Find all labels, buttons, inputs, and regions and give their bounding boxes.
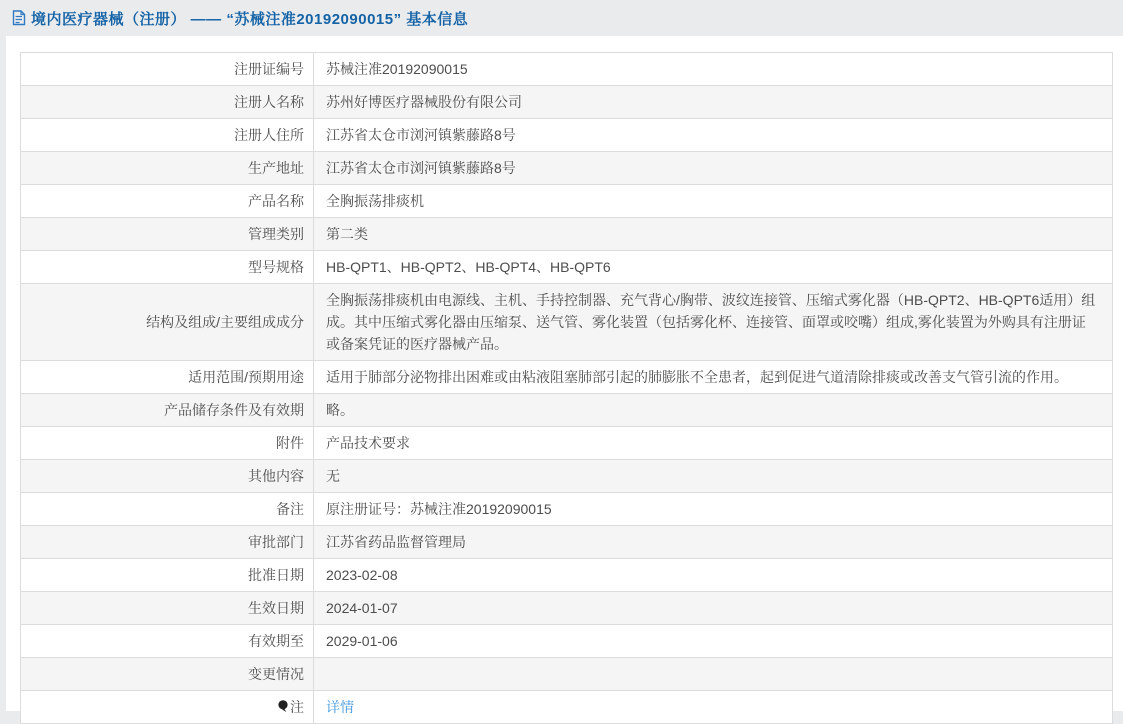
row-value (314, 152, 1113, 185)
row-value-text: 2024-01-07 (326, 600, 398, 616)
row-value (314, 185, 1113, 218)
row-value-text: 原注册证号：苏械注准20192090015 (326, 501, 552, 517)
row-value (314, 284, 1113, 361)
row-value (314, 493, 1113, 526)
table-row (21, 218, 1113, 251)
row-value-text: HB-QPT1、HB-QPT2、HB-QPT4、HB-QPT6 (326, 259, 611, 275)
table-row (21, 526, 1113, 559)
row-value (314, 658, 1113, 691)
table-row (21, 394, 1113, 427)
content-panel (6, 36, 1123, 715)
row-label-text: 变更情况 (248, 666, 304, 682)
row-value (314, 361, 1113, 394)
row-label-text: 批准日期 (248, 567, 304, 583)
row-label-text: 生产地址 (248, 160, 304, 176)
row-value-text: 无 (326, 468, 340, 484)
row-label-text: 审批部门 (248, 534, 304, 550)
page-title: 境内医疗器械（注册） —— “苏械注准20192090015” 基本信息 (31, 10, 469, 28)
row-label (21, 625, 314, 658)
table-row (21, 658, 1113, 691)
row-label-text: 产品储存条件及有效期 (164, 402, 304, 418)
row-value (314, 218, 1113, 251)
table-row (21, 691, 1113, 724)
row-label (21, 493, 314, 526)
table-row (21, 86, 1113, 119)
row-label (21, 218, 314, 251)
table-row (21, 592, 1113, 625)
page-header (0, 0, 1123, 36)
row-value-text: 江苏省太仓市浏河镇紫藤路8号 (326, 160, 516, 176)
table-row (21, 53, 1113, 86)
row-label-text: 有效期至 (248, 633, 304, 649)
row-value (314, 427, 1113, 460)
table-row (21, 251, 1113, 284)
row-label (21, 427, 314, 460)
row-value-text: 苏械注准20192090015 (326, 61, 468, 77)
row-label (21, 460, 314, 493)
table-row (21, 559, 1113, 592)
row-label (21, 53, 314, 86)
row-value-text: 略。 (326, 402, 354, 418)
detail-link[interactable]: 详情 (326, 699, 354, 715)
row-value-text: 江苏省太仓市浏河镇紫藤路8号 (326, 127, 516, 143)
row-label-text: 适用范围/预期用途 (188, 369, 304, 385)
row-label (21, 559, 314, 592)
row-value (314, 460, 1113, 493)
table-row (21, 284, 1113, 361)
row-value (314, 592, 1113, 625)
table-row (21, 427, 1113, 460)
note-balloon-icon (278, 700, 288, 713)
row-value-text: 江苏省药品监督管理局 (326, 534, 466, 550)
row-value (314, 625, 1113, 658)
row-value (314, 251, 1113, 284)
row-label (21, 361, 314, 394)
row-value-text: 产品技术要求 (326, 435, 410, 451)
row-label-text: 其他内容 (248, 468, 304, 484)
row-value (314, 86, 1113, 119)
row-value (314, 394, 1113, 427)
row-label (21, 119, 314, 152)
row-value-text: 全胸振荡排痰机由电源线、主机、手持控制器、充气背心/胸带、波纹连接管、压缩式雾化器（HB-QPT2、HB-QPT6适用）组成。其中压缩式雾化器由压缩泵、送气管、雾化装置（包括雾化杯、连接管、面罩或咬嘴）组成,雾化装置为外购具有注册证或备案凭证的医疗器械产品。 (326, 292, 1096, 352)
row-value (314, 691, 1113, 724)
row-value (314, 53, 1113, 86)
row-value-text: 第二类 (326, 226, 368, 242)
table-row (21, 625, 1113, 658)
row-label-text: 备注 (276, 501, 304, 517)
row-label-text: 注册证编号 (234, 61, 304, 77)
row-value-text: 2029-01-06 (326, 633, 398, 649)
table-row (21, 185, 1113, 218)
info-table (20, 52, 1113, 724)
row-label (21, 658, 314, 691)
row-label-text: 注 (290, 699, 304, 715)
row-label-text: 结构及组成/主要组成成分 (146, 314, 304, 330)
row-label-text: 注册人住所 (234, 127, 304, 143)
row-value-text: 全胸振荡排痰机 (326, 193, 424, 209)
row-label-text: 型号规格 (248, 259, 304, 275)
row-label (21, 691, 314, 724)
row-label-text: 附件 (276, 435, 304, 451)
table-row (21, 493, 1113, 526)
row-value (314, 119, 1113, 152)
row-label (21, 185, 314, 218)
row-value-text: 苏州好博医疗器械股份有限公司 (326, 94, 522, 110)
row-value (314, 559, 1113, 592)
row-label (21, 251, 314, 284)
row-value-text: 适用于肺部分泌物排出困难或由粘液阻塞肺部引起的肺膨胀不全患者，起到促进气道清除排痰或改善支气管引流的作用。 (326, 369, 1068, 385)
row-value-text: 2023-02-08 (326, 567, 398, 583)
table-row (21, 460, 1113, 493)
table-row (21, 119, 1113, 152)
row-label (21, 284, 314, 361)
row-label (21, 526, 314, 559)
row-label-text: 生效日期 (248, 600, 304, 616)
table-row (21, 361, 1113, 394)
row-label (21, 394, 314, 427)
row-value (314, 526, 1113, 559)
row-label-text: 注册人名称 (234, 94, 304, 110)
row-label (21, 152, 314, 185)
table-row (21, 152, 1113, 185)
row-label-text: 产品名称 (248, 193, 304, 209)
row-label-text: 管理类别 (248, 226, 304, 242)
document-icon (12, 10, 26, 26)
row-label (21, 592, 314, 625)
row-label (21, 86, 314, 119)
